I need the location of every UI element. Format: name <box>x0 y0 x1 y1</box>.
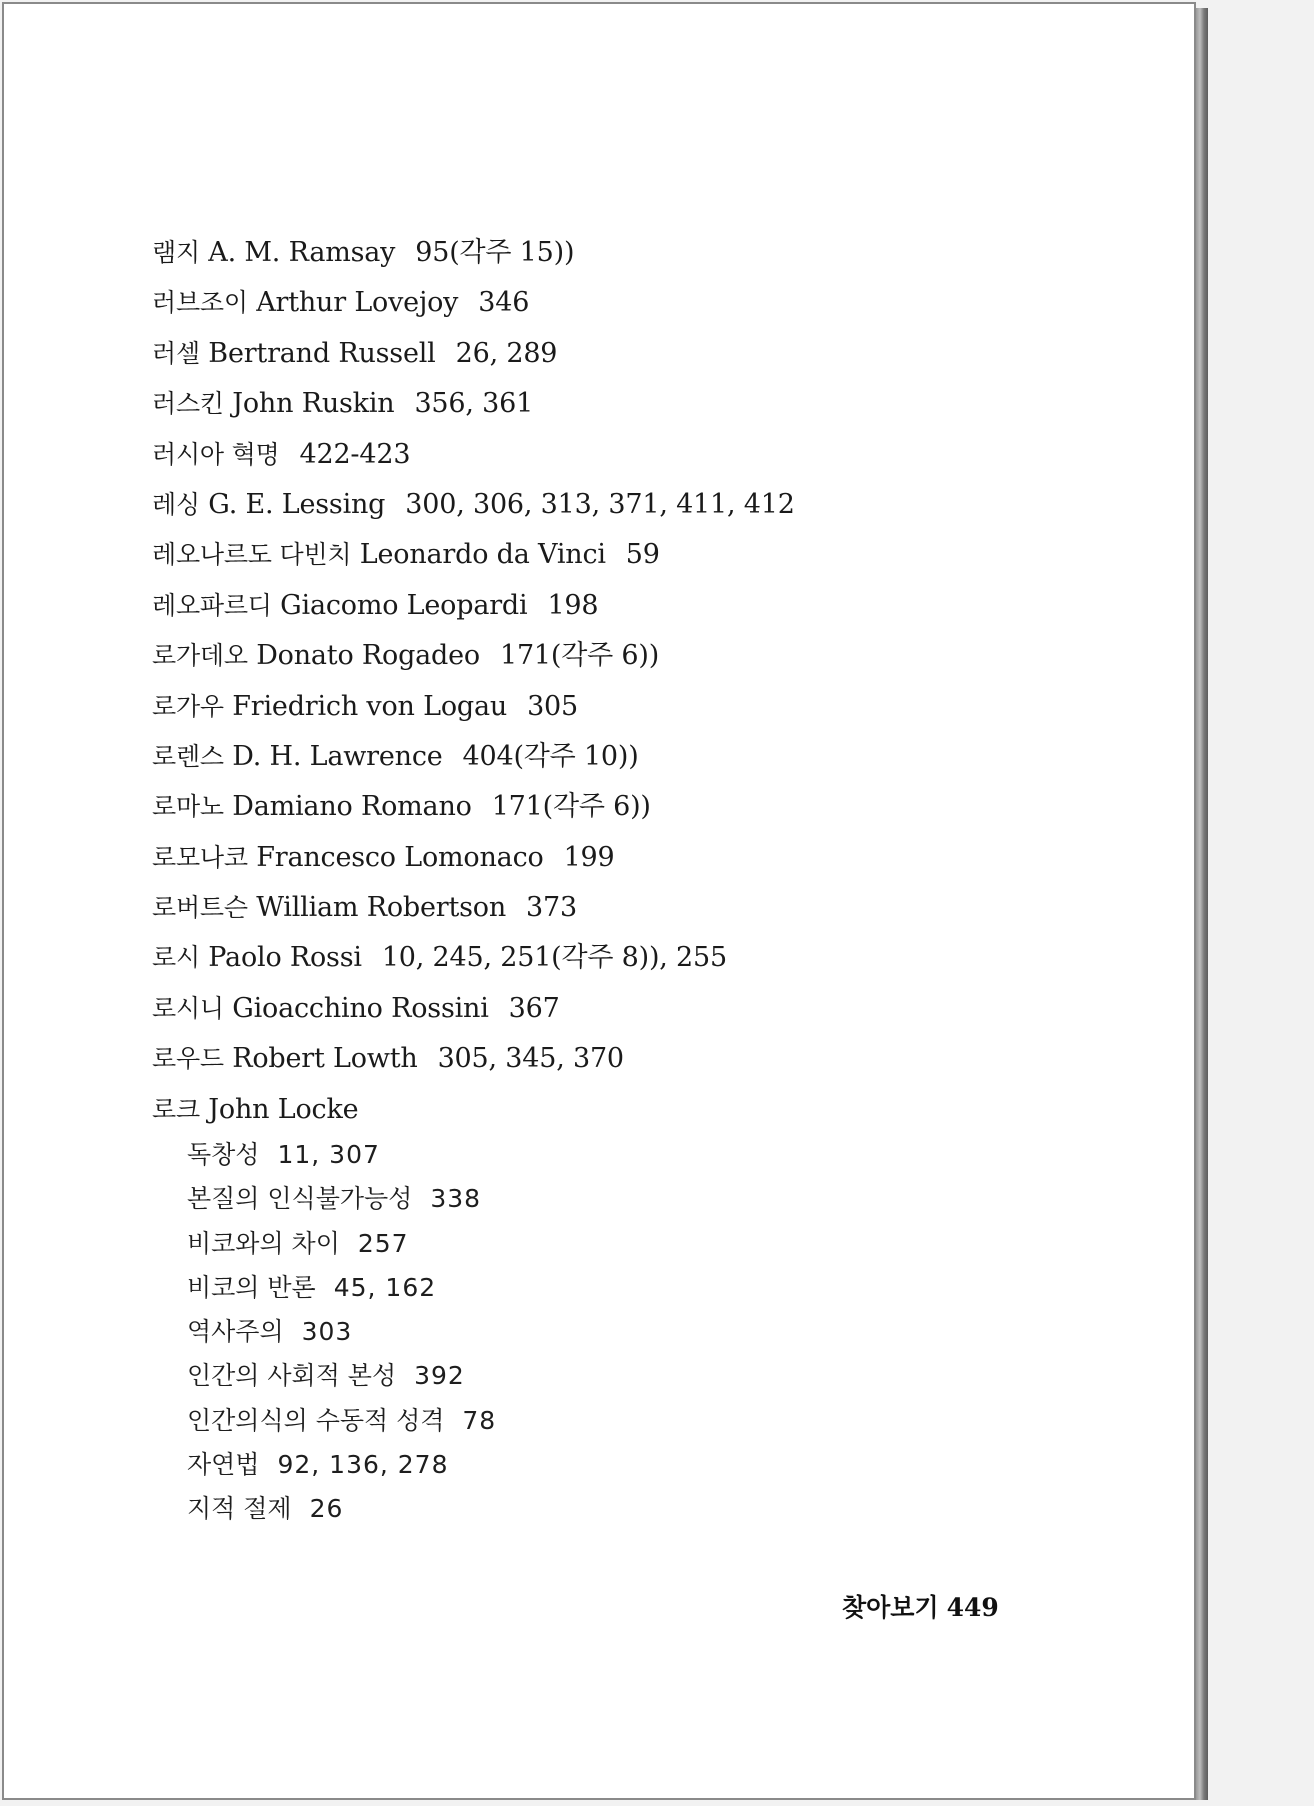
entry-korean-name: 로시 <box>152 943 200 973</box>
entry-korean-name: 러브조이 <box>152 288 248 318</box>
entry-original-name: John Locke <box>208 1093 359 1125</box>
subentry-page-refs: 11, 307 <box>277 1140 380 1169</box>
entry-original-name: Leonardo da Vinci <box>359 539 606 571</box>
subentry-page-refs: 26 <box>309 1494 344 1524</box>
entry-original-name: Donato Rogadeo <box>256 640 480 672</box>
entry-original-name: Bertrand Russell <box>208 337 436 369</box>
subentry-label: 자연법 <box>187 1450 260 1480</box>
index-entries <box>152 228 795 1135</box>
entry-page-refs: 300, 306, 313, 371, 411, 412 <box>405 488 795 520</box>
entry-original-name: Robert Lowth <box>232 1043 418 1075</box>
entry-korean-name: 로크 <box>152 1094 200 1124</box>
index-entry <box>152 379 795 429</box>
entry-original-name: A. M. Ramsay <box>208 237 396 268</box>
subentry-page-refs: 303 <box>301 1317 353 1347</box>
index-entry <box>152 732 795 782</box>
index-subentry <box>187 1133 496 1177</box>
entry-korean-name: 로버트슨 <box>152 893 248 923</box>
entry-page-refs: 199 <box>563 841 615 873</box>
entry-page-refs: 305, 345, 370 <box>437 1043 624 1075</box>
locke-subentries <box>187 1133 496 1532</box>
index-entry <box>152 329 795 379</box>
entry-page-refs: 95(각주 15)) <box>415 237 575 268</box>
entry-original-name: Paolo Rossi <box>208 942 362 974</box>
index-entry <box>152 883 795 933</box>
entry-korean-name: 레오나르도 다빈치 <box>152 540 352 570</box>
index-entry <box>152 833 795 883</box>
entry-page-refs: 404(각주 10)) <box>462 740 639 772</box>
entry-original-name: Francesco Lomonaco <box>256 841 544 873</box>
entry-page-refs: 367 <box>508 992 560 1024</box>
page-number: 449 <box>946 1593 999 1622</box>
index-subentry <box>187 1266 496 1310</box>
page-footer <box>842 1588 999 1624</box>
entry-korean-name: 레싱 <box>152 489 200 519</box>
index-entry <box>152 1085 795 1135</box>
index-entry <box>152 984 795 1034</box>
page-edge-shadow <box>1196 8 1208 1800</box>
subentry-label: 비코와의 차이 <box>187 1228 340 1258</box>
index-subentry <box>187 1310 496 1354</box>
index-entry <box>152 782 795 832</box>
index-subentry <box>187 1487 496 1531</box>
entry-page-refs: 171(각주 6)) <box>491 791 651 823</box>
entry-original-name: William Robertson <box>256 892 507 924</box>
entry-original-name: Arthur Lovejoy <box>256 287 459 319</box>
entry-page-refs: 422-423 <box>299 438 411 470</box>
index-entry <box>152 1034 795 1084</box>
subentry-label: 역사주의 <box>187 1317 284 1347</box>
entry-original-name: John Ruskin <box>232 388 395 420</box>
entry-korean-name: 러셀 <box>152 338 200 368</box>
subentry-label: 인간의 사회적 본성 <box>187 1361 397 1391</box>
entry-korean-name: 레오파르디 <box>152 590 272 620</box>
entry-page-refs: 10, 245, 251(각주 8)), 255 <box>381 942 727 974</box>
entry-korean-name: 로시니 <box>152 993 224 1023</box>
index-entry <box>152 228 795 278</box>
subentry-label: 독창성 <box>187 1140 260 1169</box>
entry-page-refs: 171(각주 6)) <box>499 640 660 672</box>
subentry-label: 본질의 인식불가능성 <box>187 1184 413 1214</box>
subentry-label: 비코의 반론 <box>187 1272 316 1302</box>
subentry-label: 인간의식의 수동적 성격 <box>187 1405 445 1435</box>
entry-page-refs: 198 <box>547 589 599 621</box>
entry-korean-name: 램지 <box>152 238 200 267</box>
entry-original-name: G. E. Lessing <box>208 488 386 520</box>
index-subentry <box>187 1399 496 1443</box>
entry-page-refs: 356, 361 <box>414 388 534 420</box>
entry-page-refs: 59 <box>625 539 660 571</box>
index-entry <box>152 430 795 480</box>
entry-page-refs: 26, 289 <box>455 337 558 369</box>
index-subentry <box>187 1177 496 1221</box>
entry-korean-name: 러시아 혁명 <box>152 439 280 469</box>
section-title: 찾아보기 <box>842 1593 939 1622</box>
index-subentry <box>187 1222 496 1266</box>
entry-korean-name: 로렌스 <box>152 741 224 771</box>
entry-korean-name: 로가우 <box>152 691 224 721</box>
entry-page-refs: 346 <box>478 287 530 319</box>
index-entry <box>152 631 795 681</box>
book-page <box>2 2 1196 1800</box>
index-entry <box>152 682 795 732</box>
index-entry <box>152 480 795 530</box>
subentry-page-refs: 392 <box>414 1361 465 1391</box>
index-entry <box>152 530 795 580</box>
index-entry <box>152 278 795 328</box>
subentry-page-refs: 338 <box>430 1184 482 1214</box>
subentry-page-refs: 257 <box>357 1228 409 1258</box>
index-entry <box>152 581 795 631</box>
subentry-label: 지적 절제 <box>187 1494 292 1524</box>
entry-korean-name: 로우드 <box>152 1044 224 1074</box>
entry-page-refs: 373 <box>526 892 577 924</box>
entry-page-refs: 305 <box>527 690 578 722</box>
index-entry <box>152 933 795 983</box>
subentry-page-refs: 78 <box>462 1405 497 1435</box>
entry-original-name: Damiano Romano <box>232 791 472 823</box>
entry-korean-name: 로마노 <box>152 792 224 822</box>
entry-original-name: Friedrich von Logau <box>232 690 508 722</box>
subentry-page-refs: 45, 162 <box>333 1272 437 1302</box>
entry-korean-name: 로모나코 <box>152 842 248 872</box>
entry-original-name: Gioacchino Rossini <box>232 992 489 1024</box>
index-subentry <box>187 1443 496 1487</box>
entry-original-name: Giacomo Leopardi <box>280 589 528 621</box>
entry-original-name: D. H. Lawrence <box>232 740 443 772</box>
subentry-page-refs: 92, 136, 278 <box>277 1450 449 1480</box>
index-subentry <box>187 1354 496 1398</box>
entry-korean-name: 러스킨 <box>152 389 224 419</box>
entry-korean-name: 로가데오 <box>152 641 248 671</box>
